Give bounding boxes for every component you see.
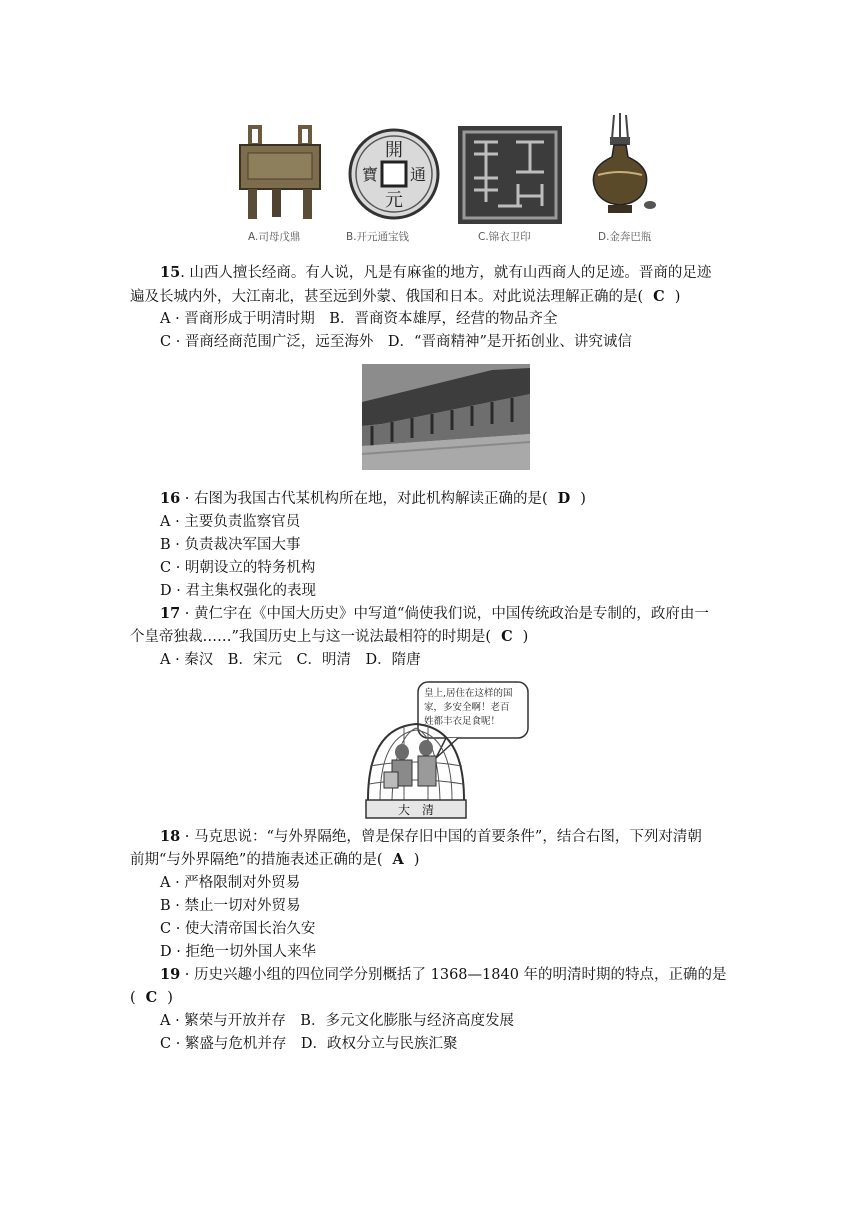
q15-text-2: 遍及长城内外，大江南北，甚至远到外蒙、俄国和日本。对此说法理解正确的是(: [130, 289, 644, 305]
q19-line1: [130, 964, 727, 986]
q17-number: 17: [160, 605, 181, 622]
q18-text-1: · 马克思说：“与外界隔绝，曾是保存旧中国的首要条件”，结合右图，下列对清朝: [180, 829, 702, 845]
kaiyuan-coin-image: [348, 128, 440, 220]
cage-base-label: 大 清: [398, 803, 435, 817]
coin-char-bottom: 元: [385, 190, 403, 211]
q15-line1: [130, 262, 711, 284]
q15-line2: [130, 286, 680, 308]
q16-paren: ): [580, 491, 586, 507]
bubble-line-1: 皇上,居住在这样的国: [424, 688, 513, 699]
q16-answer: D: [557, 490, 571, 507]
caption-b: B.开元通宝钱: [346, 231, 410, 243]
q18-answer: A: [392, 851, 404, 868]
q19-number: 19: [160, 966, 181, 983]
q15-text-1: . 山西人擅长经商。有人说，凡是有麻雀的地方，就有山西商人的足迹。晋商的足迹: [180, 265, 712, 281]
q15-number: 15: [160, 264, 181, 281]
caption-c: C.锦衣卫印: [478, 231, 531, 243]
q15-option-cd: C · 晋商经商范围广泛，远至海外 D．“晋商精神”是开拓创业、讲究诚信: [160, 334, 632, 350]
q19-option-cd: C · 繁盛与危机并存 D．政权分立与民族汇聚: [160, 1036, 458, 1052]
q16-text: · 右图为我国古代某机构所在地，对此机构解读正确的是(: [180, 491, 548, 507]
golden-vase-image: [584, 113, 660, 217]
bubble-line-2: 家，多安全啊！老百: [424, 702, 510, 713]
coin-char-left: 寶: [361, 165, 379, 184]
q18-option-b: B · 禁止一切对外贸易: [160, 898, 301, 914]
q15-answer: C: [653, 288, 665, 305]
q17-line2: [130, 626, 528, 648]
q16-stem: [130, 488, 586, 510]
bubble-line-3: 姓都丰衣足食呢！: [424, 716, 501, 727]
q19-text-1: · 历史兴趣小组的四位同学分别概括了 1368—1840 年的明清时期的特点，正确的是: [180, 967, 727, 983]
jinyiwei-seal-image: [458, 126, 562, 224]
q17-answer: C: [501, 628, 513, 645]
coin-char-top: 開: [385, 140, 403, 161]
coin-char-right: 通: [409, 165, 427, 184]
q15-paren: ): [674, 289, 681, 305]
q18-option-c: C · 使大清帝国长治久安: [160, 921, 316, 937]
q19-option-ab: A · 繁荣与开放并存 B．多元文化膨胀与经济高度发展: [160, 1013, 514, 1029]
birdcage-cartoon: [362, 680, 534, 820]
q16-option-c: C · 明朝设立的特务机构: [160, 560, 316, 576]
q18-line1: [130, 826, 702, 848]
q19-answer: C: [145, 989, 158, 1006]
q17-options: A · 秦汉 B．宋元 C．明清 D．隋唐: [160, 652, 421, 668]
q17-text-1: · 黄仁宇在《中国大历史》中写道“倘使我们说，中国传统政治是专制的，政府由一: [180, 606, 709, 622]
q16-option-d: D · 君主集权强化的表现: [160, 583, 316, 599]
q18-text-2: 前期“与外界隔绝”的措施表述正确的是(: [130, 852, 383, 868]
q18-option-d: D · 拒绝一切外国人来华: [160, 944, 316, 960]
simuwu-ding-image: [236, 125, 324, 221]
q18-number: 18: [160, 828, 181, 845]
q19-paren-close: ): [167, 990, 173, 1006]
q17-text-2: 个皇帝独裁……”我国历史上与这一说法最相符的时期是(: [130, 629, 492, 645]
q15-option-ab: A · 晋商形成于明清时期 B．晋商资本雄厚，经营的物品齐全: [160, 311, 558, 327]
caption-d: D.金奔巴瓶: [598, 231, 652, 243]
q19-line2: [130, 987, 173, 1009]
caption-a: A.司母戊鼎: [248, 231, 301, 243]
q17-paren: ): [522, 629, 529, 645]
q16-option-b: B · 负责裁决军国大事: [160, 537, 301, 553]
q16-number: 16: [160, 490, 181, 507]
corridor-photo: [362, 364, 530, 470]
q19-paren-open: (: [130, 990, 136, 1006]
q18-option-a: A · 严格限制对外贸易: [160, 875, 301, 891]
q18-paren: ): [413, 852, 420, 868]
q18-line2: [130, 849, 419, 871]
q16-option-a: A · 主要负责监察官员: [160, 514, 301, 530]
bubble-text: [424, 687, 524, 729]
q17-line1: [130, 603, 709, 625]
